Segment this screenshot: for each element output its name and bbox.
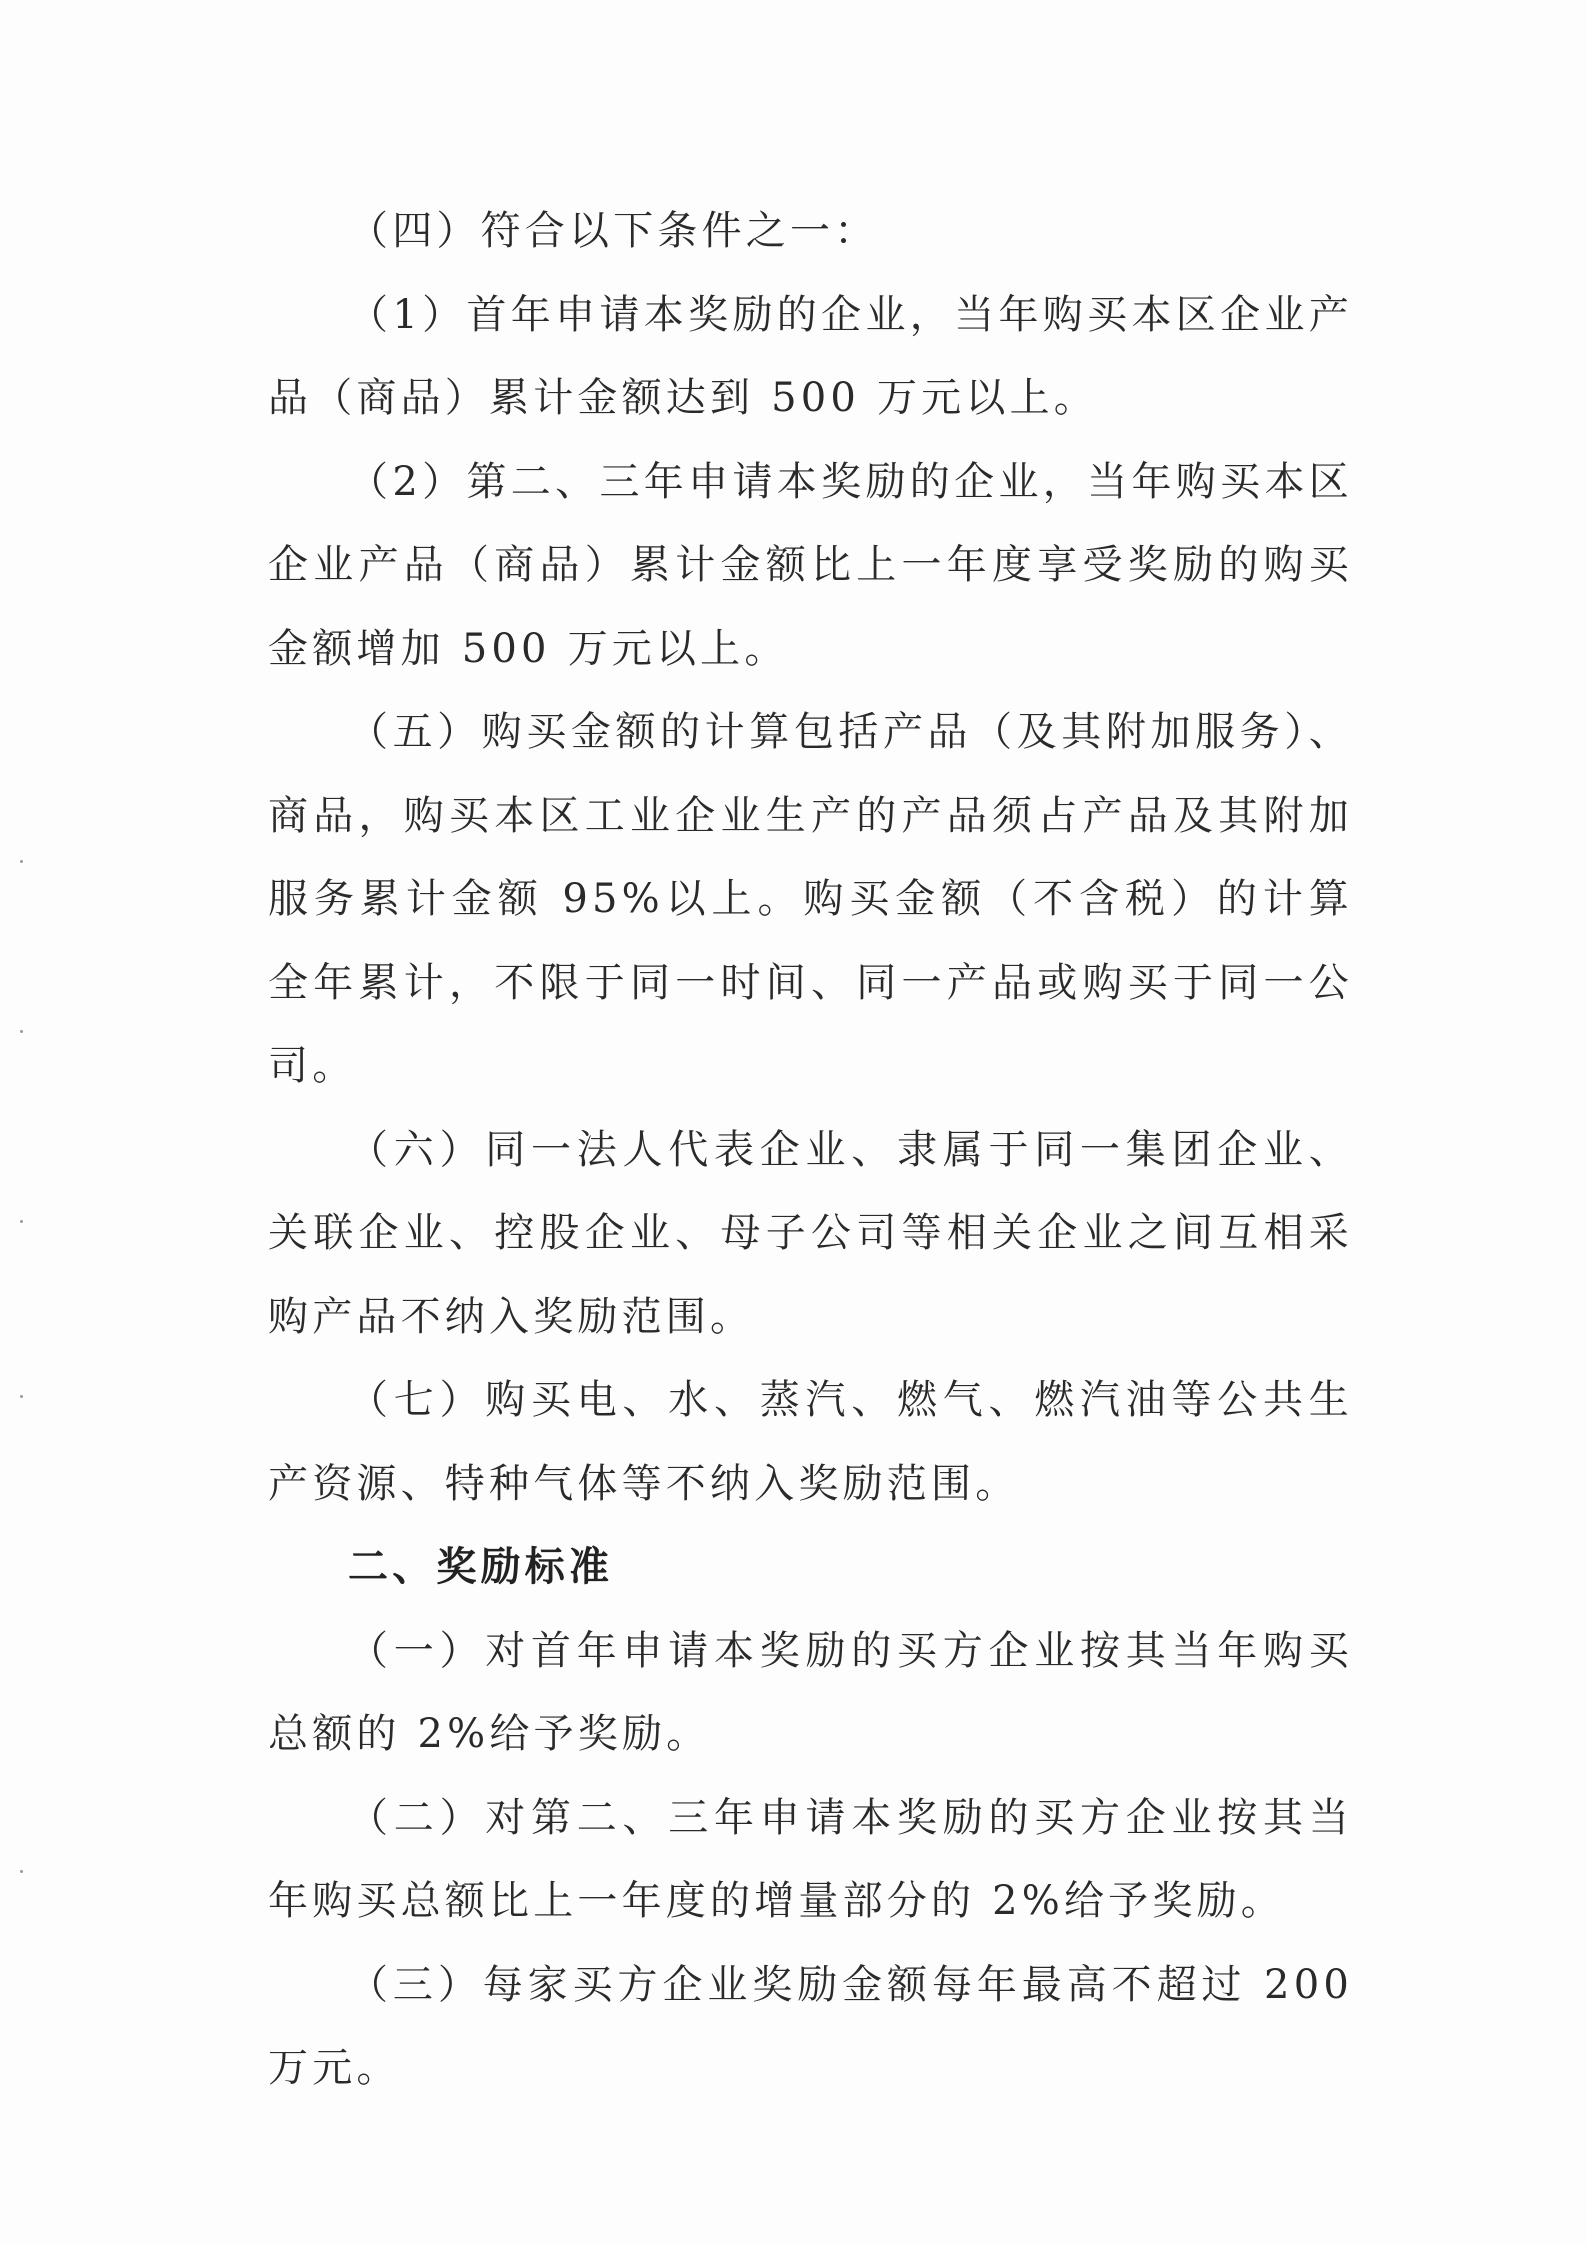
paragraph-condition-4-1: （1）首年申请本奖励的企业，当年购买本区企业产品（商品）累计金额达到 500 万元以上。 <box>268 291 1353 421</box>
scan-speck <box>20 860 23 863</box>
paragraph-condition-6: （六）同一法人代表企业、隶属于同一集团企业、关联企业、控股企业、母子公司等相关企业之间互相采购产品不纳入奖励范围。 <box>268 1126 1353 1340</box>
scan-speck <box>20 1030 23 1033</box>
paragraph-condition-4-2: （2）第二、三年申请本奖励的企业，当年购买本区企业产品（商品）累计金额比上一年度享受奖励的购买金额增加 500 万元以上。 <box>268 458 1353 672</box>
paragraph-condition-4: （四）符合以下条件之一： <box>348 208 879 254</box>
paragraph-standard-3: （三）每家买方企业奖励金额每年最高不超过 200 万元。 <box>268 1961 1353 2091</box>
paragraph-condition-7: （七）购买电、水、蒸汽、燃气、燃汽油等公共生产资源、特种气体等不纳入奖励范围。 <box>268 1377 1353 1507</box>
paragraph-standard-2: （二）对第二、三年申请本奖励的买方企业按其当年购买总额比上一年度的增量部分的 2%给予奖励。 <box>268 1794 1353 1924</box>
scan-speck <box>20 1395 23 1398</box>
document-body <box>268 190 1353 2111</box>
paragraph-condition-5: （五）购买金额的计算包括产品（及其附加服务）、商品，购买本区工业企业生产的产品须占产品及其附加服务累计金额 95%以上。购买金额（不含税）的计算全年累计，不限于同一时间、同一产品或购买于同一公司。 <box>268 709 1353 1089</box>
section-heading-reward-standard: 二、奖励标准 <box>348 1544 614 1590</box>
scan-speck <box>20 1870 23 1873</box>
scan-speck <box>20 1220 23 1223</box>
paragraph-standard-1: （一）对首年申请本奖励的买方企业按其当年购买总额的 2%给予奖励。 <box>268 1627 1353 1757</box>
